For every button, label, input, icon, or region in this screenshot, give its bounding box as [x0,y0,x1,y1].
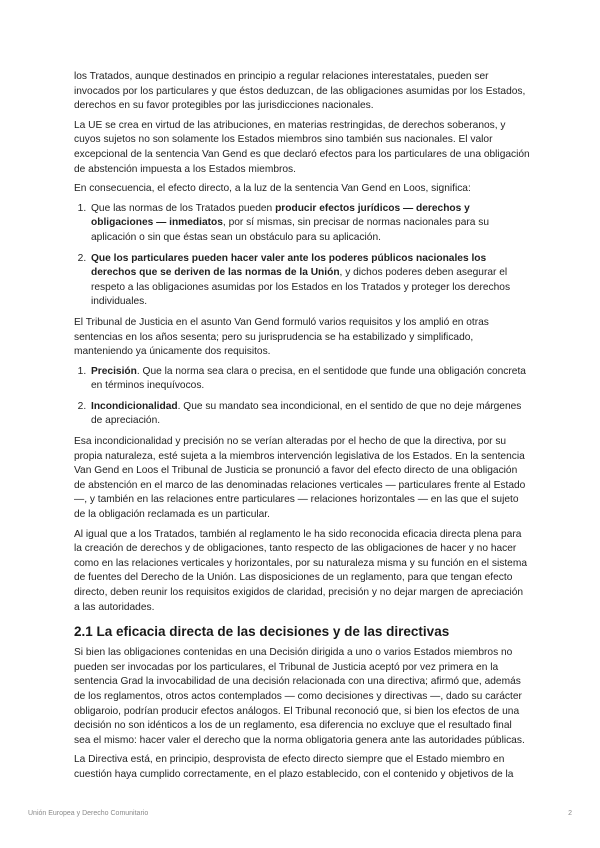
list-item: 2. Incondicionalidad. Que su mandato sea incondicional, en el sentido de que no deje márgenes de apreciación. [89,400,530,429]
paragraph: Al igual que a los Tratados, también al reglamento le ha sido reconocida eficacia directa plena para la creación de derechos y de obligaciones, tanto respecto de las obligaciones de hacer y no hacer como en las relaciones verticales y horizontales, por su naturaleza misma y su función en el sistema de fuentes del Derecho de la Unión. Las disposiciones de un reglamento, para que tengan efecto directo, deben reunir los requisitos exigidos de claridad, precisión y no dejar margen de apreciación a las autoridades. [74,528,527,613]
list-item: 1. Precisión. Que la norma sea clara o precisa, en el sentidode que funde una obligación concreta en términos inequívocos. [89,365,530,394]
footer-title: Unión Europea y Derecho Comunitario [28,810,149,817]
paragraph: Esa incondicionalidad y precisión no se verían alteradas por el hecho de que la directiva, por su propia naturaleza, esté sujeta a la miembros intervención legislativa de los Estados. En la sentencia Van Gend en Loos el Tribunal de Justicia se pronunció a favor del efecto directo de una obligación de abstención en el marco de las denominadas relaciones verticales — particulares frente al Estado —, y también en las relaciones entre particulares — relaciones horizontales — en las que el sujeto de la obligación reclamada es un particular. [74,436,526,521]
page-footer [28,810,572,817]
paragraph: El Tribunal de Justicia en el asunto Van Gend formuló varios requisitos y los amplió en otras sentencias en los años sesenta; pero su jurisprudencia se ha estabilizado y simplificado, manteniendo ya únicamente dos requisitos. [74,316,489,358]
paragraph: Si bien las obligaciones contenidas en una Decisión dirigida a uno o varios Estados miembros no pueden ser invocadas por los particulares, el Tribunal de Justicia aceptó por vez primera en la sentencia Grad la invocabilidad de una decisión relacionada con una directiva; afirmó que, además de los reglamentos, otros actos contemplados — como decisiones y directivas —, dado su carácter obligaroio, podrían producir efectos análogos. El Tribunal reconoció que, si bien los efectos de una decisión no son idénticos a los de un reglamento, esa diferencia no excluye que el resultado final sea el mismo: hacer valer el derecho que la norma obligatoria genera ante las autoridades públicas. [74,647,525,746]
page-number: 2 [568,810,572,817]
paragraph: los Tratados, aunque destinados en principio a regular relaciones interestatales, pueden ser invocados por los particulares y que éstos deduzcan, de las obligaciones asumidas por los Estados, derechos en su favor protegibles por las jurisdicciones nacionales. [74,71,526,112]
list-item: 2. Que los particulares pueden hacer valer ante los poderes públicos nacionales los derechos que se deriven de las normas de la Unión, y dichos poderes deben asegurar el respeto a las obligaciones asumidas por los Estados en los Tratados y proteger los derechos individuales. [89,252,530,310]
requirements-list [74,365,530,429]
page-body [74,70,530,788]
list-item: 1. Que las normas de los Tratados pueden producir efectos jurídicos — derechos y obligaciones — inmediatos, por sí mismas, sin precisar de normas nacionales para su aplicación o sin que éstas sean un obstáculo para su aplicación. [89,202,530,246]
paragraph: La UE se crea en virtud de las atribuciones, en materias restringidas, de derechos soberanos, y cuyos sujetos no son solamente los Estados miembros sino también sus nacionales. El valor excepcional de la sentencia Van Gend es que declaró efectos para los particulares de una obligación de abstención impuesta a los Estados miembros. [74,119,530,175]
effects-list [74,202,530,310]
paragraph: En consecuencia, el efecto directo, a la luz de la sentencia Van Gend en Loos, significa: [74,183,471,195]
paragraph: La Directiva está, en principio, desprovista de efecto directo siempre que el Estado miembro en cuestión haya cumplido correctamente, en el plazo establecido, con el contenido y objetivos de la [74,754,514,780]
section-heading: 2.1 La eficacia directa de las decisiones y de las directivas [74,624,450,640]
